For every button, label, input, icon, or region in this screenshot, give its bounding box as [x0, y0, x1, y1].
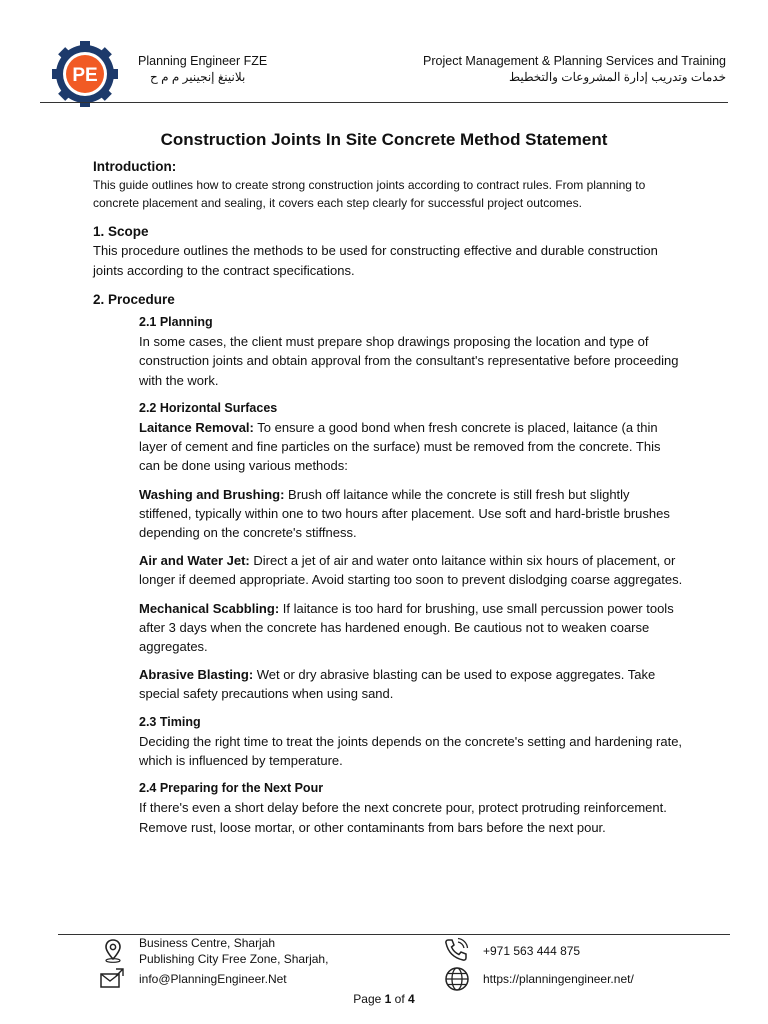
page-number	[0, 992, 768, 1006]
phone-icon	[443, 937, 469, 963]
company-name-arabic: بلانينغ إنجينير م م ح	[150, 70, 246, 84]
item-text: Direct a jet of air and water onto laitance within six hours of placement, or longer if deemed appropriate. Avoid starting too soon to prevent dislodging coarse aggregates.	[139, 553, 683, 588]
procedure-heading: 2. Procedure	[93, 291, 175, 307]
planning-engineer-logo	[52, 41, 118, 107]
company-tagline-arabic: خدمات وتدريب إدارة المشروعات والتخطيط	[508, 70, 726, 84]
scope-heading: 1. Scope	[93, 224, 149, 240]
page-separator: of	[391, 992, 409, 1006]
procedure-section	[139, 313, 683, 837]
item-label: Air and Water Jet:	[139, 553, 250, 569]
company-tagline: Project Management & Planning Services and Training	[423, 54, 726, 68]
planning-heading: 2.1 Planning	[139, 315, 213, 330]
page-current: 1	[384, 992, 392, 1006]
item-text: If laitance is too hard for brushing, use small percussion power tools after 3 days when the concrete has hardened enough. Be cautious not to weaken coarse aggregates.	[139, 600, 674, 655]
washing-brushing-paragraph	[139, 485, 683, 543]
document-body	[93, 157, 683, 837]
item-text: Wet or dry abrasive blasting can be used to expose aggregates. Take special safety precautions when using sand.	[139, 667, 656, 702]
page-total: 4	[408, 992, 415, 1006]
intro-text: This guide outlines how to create strong construction joints according to contract rules. From planning to concrete placement and sealing, it covers each step clearly for successful project outcomes.	[93, 178, 646, 211]
header-divider	[40, 102, 728, 103]
timing-text: Deciding the right time to treat the joints depends on the concrete's setting and hardening rate, which is influenced by temperature.	[139, 733, 683, 769]
page-header	[0, 0, 768, 106]
email-link[interactable]: info@PlanningEngineer.Net	[139, 972, 287, 986]
item-label: Abrasive Blasting:	[139, 667, 254, 683]
document-title: Construction Joints In Site Concrete Method Statement	[160, 130, 608, 149]
globe-icon	[444, 966, 470, 992]
location-pin-icon	[100, 938, 126, 964]
email-icon	[99, 967, 125, 993]
item-label: Mechanical Scabbling:	[139, 600, 280, 616]
air-water-jet-paragraph	[139, 551, 683, 589]
logo-text: PE	[72, 65, 98, 86]
abrasive-blasting-paragraph	[139, 665, 683, 703]
timing-heading: 2.3 Timing	[139, 714, 201, 729]
item-label: Laitance Removal:	[139, 420, 254, 436]
website-link[interactable]: https://planningengineer.net/	[483, 972, 634, 986]
next-pour-heading: 2.4 Preparing for the Next Pour	[139, 781, 324, 796]
mechanical-scabbling-paragraph	[139, 599, 683, 657]
horizontal-surfaces-heading: 2.2 Horizontal Surfaces	[139, 400, 278, 415]
page-prefix: Page	[353, 992, 385, 1006]
item-text: Brush off laitance while the concrete is still fresh but slightly stiffened, typically within one to two hours after placement. Use soft and hard-bristle brushes depending on the concrete's stiffness.	[139, 486, 670, 541]
address-line-1: Business Centre, Sharjah	[139, 936, 276, 950]
item-label: Washing and Brushing:	[139, 486, 285, 502]
item-text: To ensure a good bond when fresh concrete is placed, laitance (a thin layer of cement and fine particles on the surface) must be removed from the concrete. This can be done using various methods:	[139, 420, 661, 474]
planning-text: In some cases, the client must prepare shop drawings proposing the location and type of construction joints and obtain approval from the consultant's representative before proceeding with the work.	[139, 334, 679, 388]
scope-text: This procedure outlines the methods to be used for constructing effective and durable construction joints according to the contract specifications.	[93, 243, 658, 278]
phone-number[interactable]: +971 563 444 875	[483, 944, 581, 958]
intro-heading: Introduction:	[93, 159, 177, 174]
next-pour-text: If there's even a short delay before the next concrete pour, protect protruding reinforcement. Remove rust, loose mortar, or other contaminants from bars before the next pour.	[139, 800, 667, 835]
laitance-removal-paragraph	[139, 418, 683, 476]
company-name: Planning Engineer FZE	[138, 54, 268, 68]
address-line-2: Publishing City Free Zone, Sharjah,	[139, 952, 329, 966]
